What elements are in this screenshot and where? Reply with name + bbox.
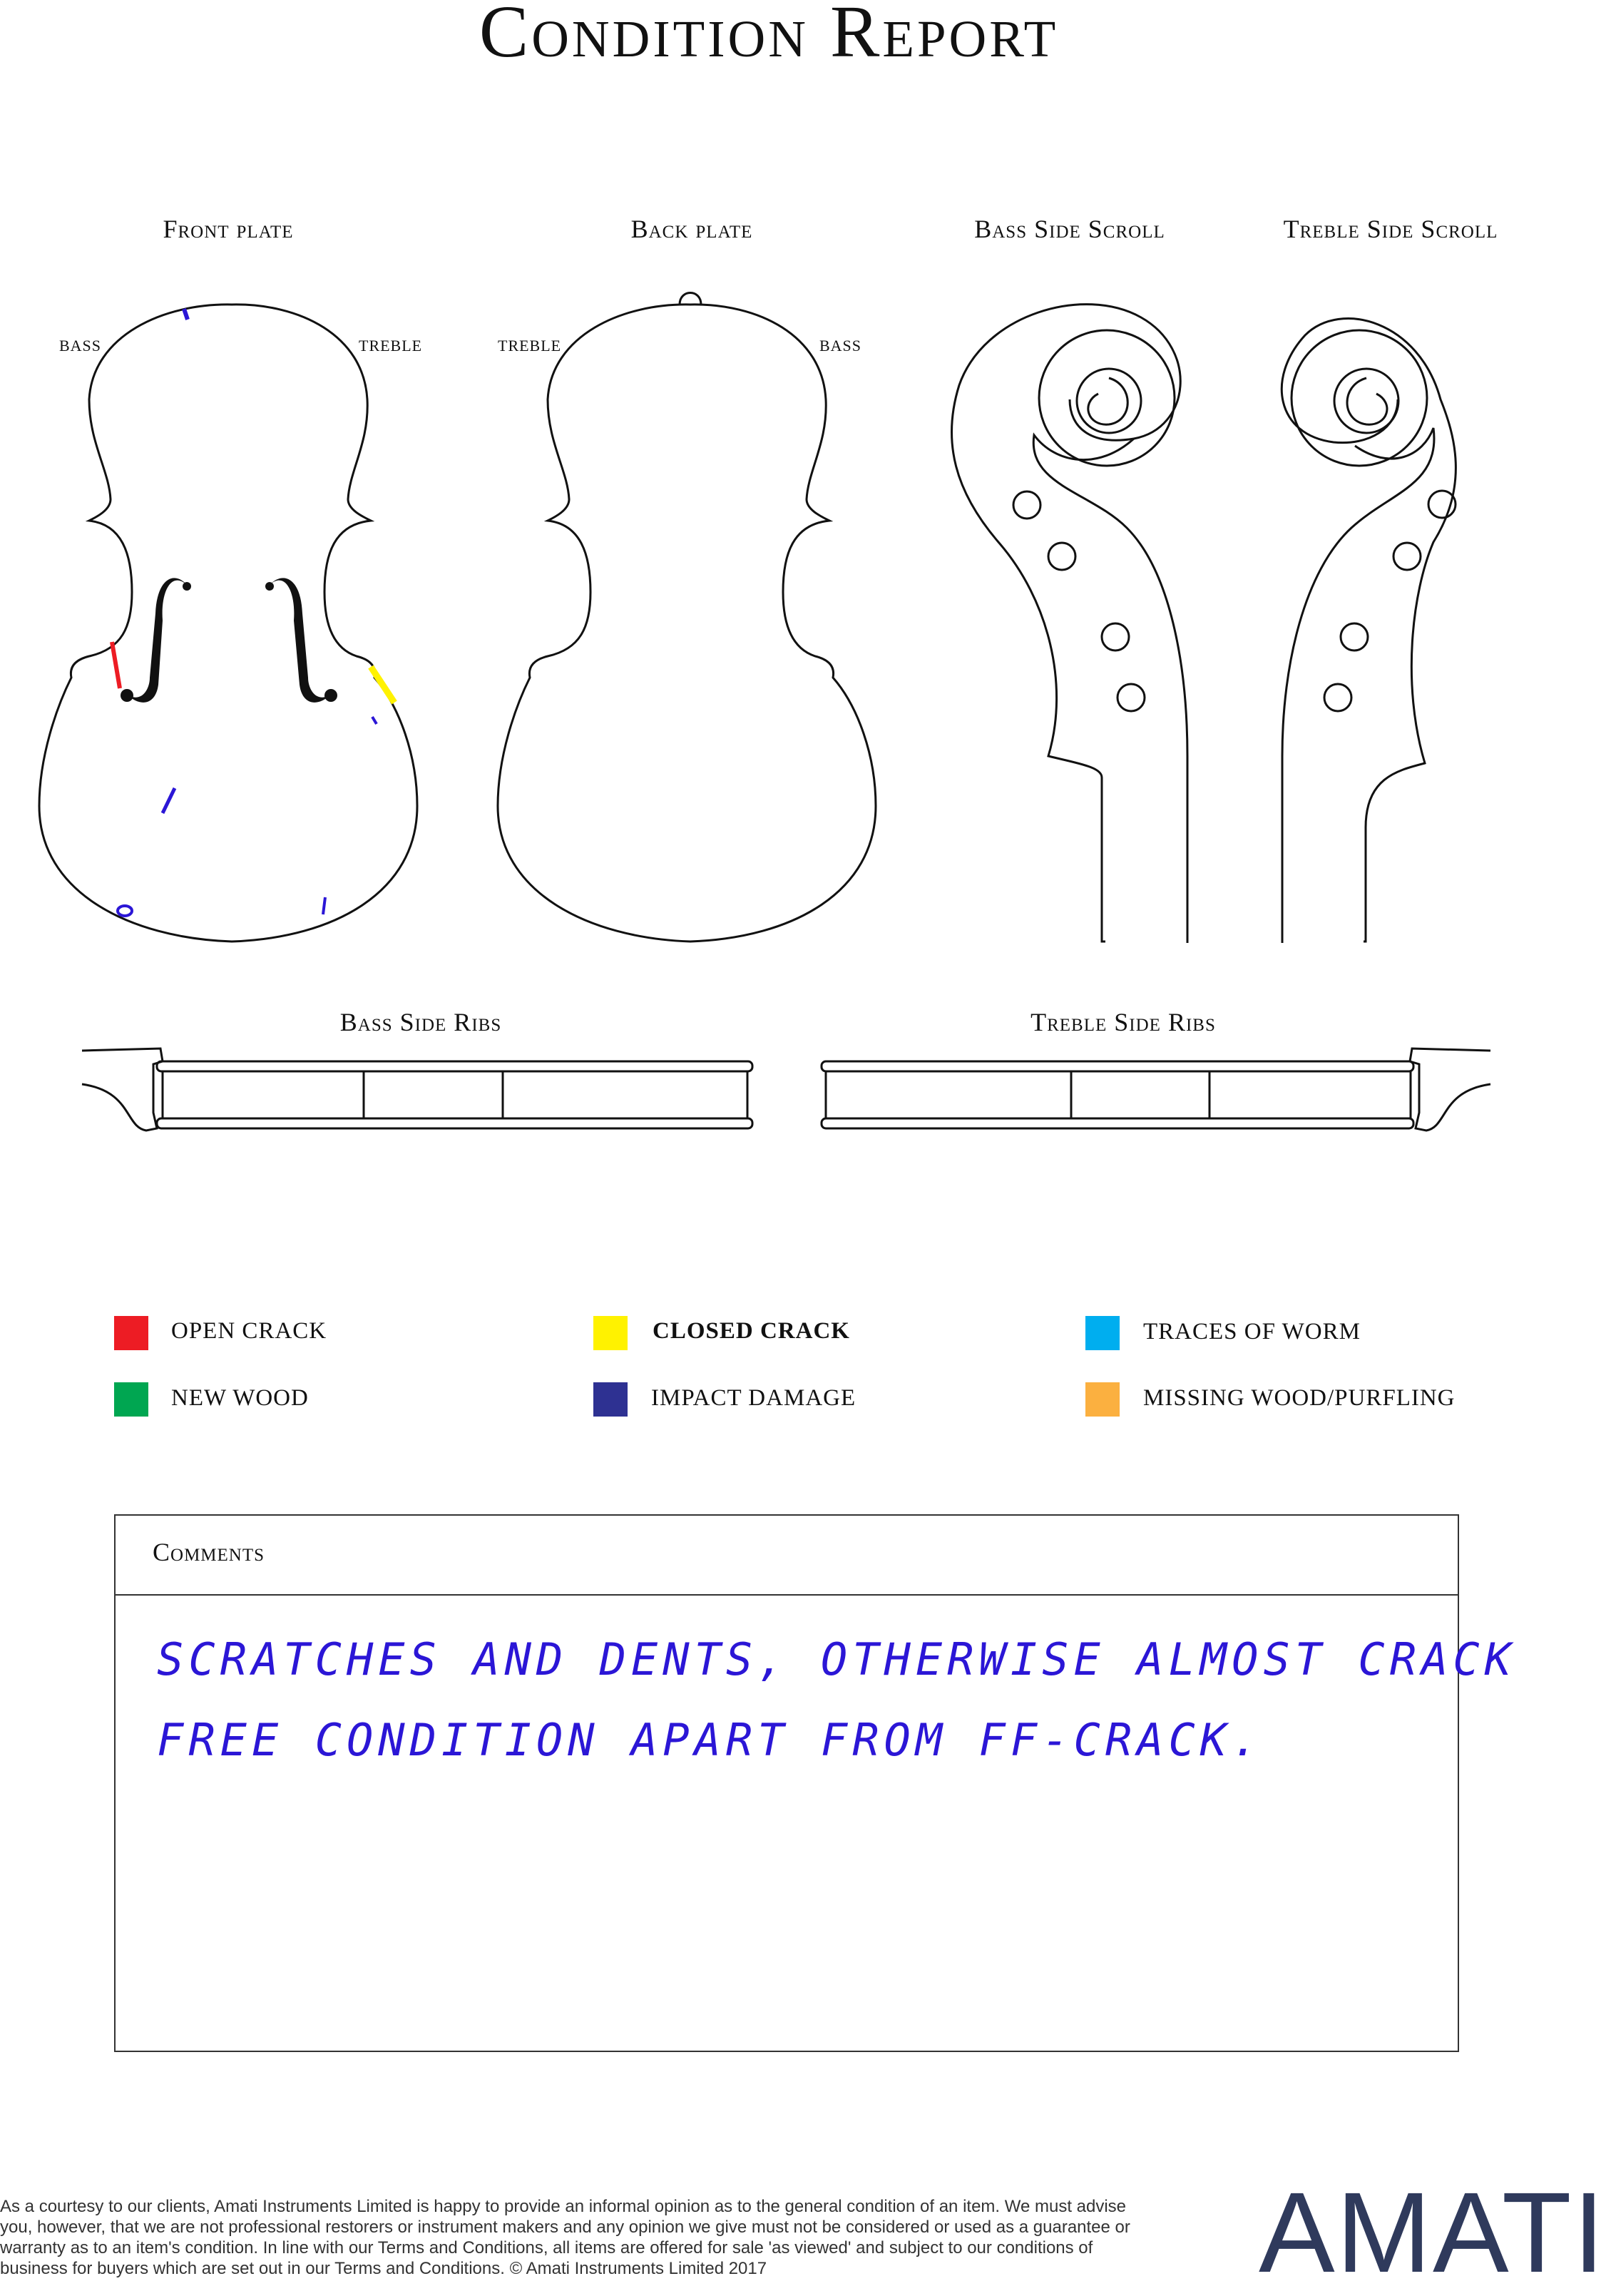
impact-damage-swatch [593, 1382, 628, 1417]
missing-wood-purfling-swatch [1085, 1382, 1120, 1417]
open-crack-swatch [114, 1316, 148, 1350]
comments-label: Comments [153, 1538, 265, 1566]
front-bass-side-label: BASS [59, 337, 102, 354]
closed-crack-swatch [593, 1316, 628, 1350]
comment-line-2: FREE CONDITION APART FROM FF-CRACK. [157, 1714, 1264, 1766]
bass-side-ribs-label: Bass Side Ribs [339, 1008, 502, 1036]
legend-label-traces-of-worm: TRACES OF WORM [1143, 1319, 1361, 1345]
back-plate-label: Back plate [630, 215, 753, 243]
front-treble-side-label: TREBLE [359, 337, 423, 354]
treble-side-ribs-label: Treble Side Ribs [1030, 1008, 1216, 1036]
legend-label-new-wood: NEW WOOD [171, 1385, 309, 1411]
legend-label-open-crack: OPEN CRACK [171, 1318, 327, 1344]
legend-label-impact-damage: IMPACT DAMAGE [651, 1385, 856, 1411]
comments-header [116, 1516, 1458, 1596]
disclaimer-text: As a courtesy to our clients, Amati Instruments Limited is happy to provide an informal opinion as to the general condition of an item. We must advise you, however, that we are not professional restorers or instrument makers and any opinion we give must not be considered or used as a guarantee or warranty as to an item's condition. In line with our Terms and Conditions, all items are offered for sale 'as viewed' and subject to our conditions of business for buyers which are set out in our Terms and Conditions. © Amati Instruments Limited 2017 [0, 2197, 1130, 2278]
bass-side-scroll-label: Bass Side Scroll [974, 215, 1165, 243]
traces-of-worm-swatch [1085, 1316, 1120, 1350]
page-title: Condition Report [479, 0, 1059, 73]
treble-rib-top-edge [822, 1061, 1413, 1071]
treble-rib-neck [1410, 1048, 1490, 1131]
back-bass-side-label: BASS [819, 337, 862, 354]
comment-line-1: SCRATCHES AND DENTS, OTHERWISE ALMOST CRACK [157, 1633, 1517, 1685]
back-treble-side-label: TREBLE [498, 337, 562, 354]
comments-box[interactable] [114, 1514, 1517, 2052]
amati-logo: AMATI [1259, 2168, 1606, 2296]
new-wood-swatch [114, 1382, 148, 1417]
treble-side-scroll-label: Treble Side Scroll [1283, 215, 1498, 243]
treble-rib-bottom-edge [822, 1118, 1413, 1128]
front-plate-label: Front plate [163, 215, 294, 243]
treble-rib-band [826, 1071, 1411, 1118]
legend-label-missing-wood-purfling: MISSING WOOD/PURFLING [1143, 1385, 1456, 1411]
legend-label-closed-crack: CLOSED CRACK [653, 1318, 850, 1344]
